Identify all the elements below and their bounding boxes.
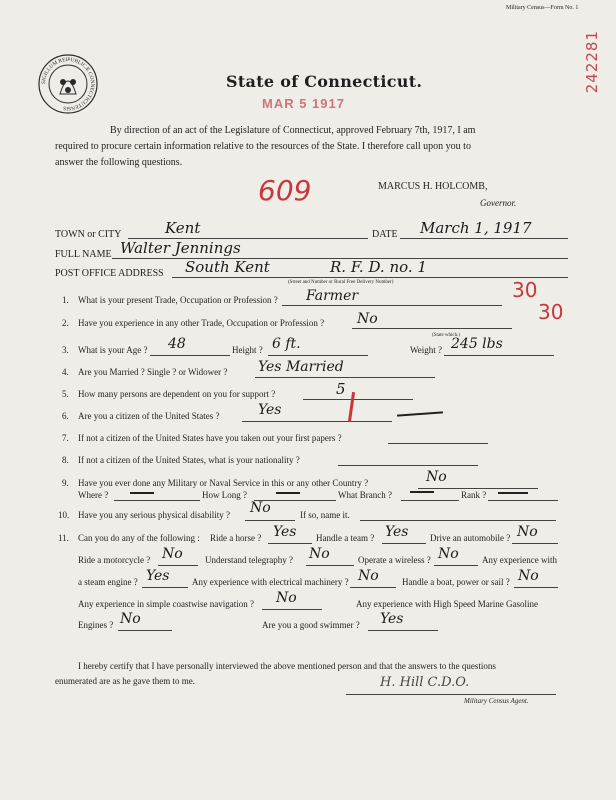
q2-number: 2. — [62, 318, 69, 328]
seal-text: SIGILLUM REIPUBLICÆ CONNECTICUTENSIS — [40, 56, 96, 112]
intro-line-2: required to procure certain information relative to the resources of the State. I therefore call upon you to — [55, 141, 471, 152]
q4-question: Are you Married ? Single ? or Widower ? — [78, 367, 228, 377]
q11-swimmer: Yes — [380, 611, 404, 627]
q10-question: Have you any serious physical disability ? — [78, 510, 230, 520]
q2-answer: No — [357, 311, 378, 327]
name-label: FULL NAME — [55, 249, 112, 260]
date-stamp: MAR 5 1917 — [262, 96, 345, 111]
certification-line-1: I hereby certify that I have personally interviewed the above mentioned person and that the answers to the questions — [78, 661, 496, 671]
q1-question: What is your present Trade, Occupation or Profession ? — [78, 295, 278, 305]
q11-motorcycle-label: Ride a motorcycle ? — [78, 555, 151, 565]
q3-number: 3. — [62, 345, 69, 355]
q11-handle-team: Yes — [385, 524, 409, 540]
q11-motorcycle: No — [162, 546, 183, 562]
record-number: 609 — [258, 174, 312, 207]
page-title: State of Connecticut. — [226, 72, 423, 91]
q11-coastwise-label: Any experience in simple coastwise navigation ? — [78, 599, 254, 609]
q11-electrical-label: Any experience with electrical machinery ? — [192, 577, 349, 587]
q8-number: 8. — [62, 455, 69, 465]
q9-question: Have you ever done any Military or Naval Service in this or any other Country ? — [78, 478, 369, 488]
town-value: Kent — [165, 219, 201, 237]
q11-drive-auto: No — [517, 524, 538, 540]
q8-question: If not a citizen of the United States, what is your nationality ? — [78, 455, 300, 465]
q10-number: 10. — [58, 510, 70, 520]
q9-branch-label: What Branch ? — [338, 490, 392, 500]
q5-answer: 5 — [336, 380, 346, 398]
q5-question: How many persons are dependent on you for support ? — [78, 389, 276, 399]
q5-number: 5. — [62, 389, 69, 399]
q10-if-so-label: If so, name it. — [300, 510, 350, 520]
q3-height: 6 ft. — [272, 336, 301, 352]
q4-answer: Yes Married — [258, 359, 344, 375]
rfd-value: R. F. D. no. 1 — [330, 258, 427, 276]
certification-line-2: enumerated are as he gave them to me. — [55, 676, 195, 686]
q6-question: Are you a citizen of the United States ? — [78, 411, 220, 421]
q11-boat-label: Handle a boat, power or sail ? — [402, 577, 510, 587]
q11-wireless-label: Operate a wireless ? — [358, 555, 431, 565]
q11-boat: No — [518, 568, 539, 584]
q11-ride-horse: Yes — [273, 524, 297, 540]
q11-wireless: No — [438, 546, 459, 562]
q11-steam-label: a steam engine ? — [78, 577, 138, 587]
address-value: South Kent — [185, 258, 270, 276]
intro-line-3: answer the following questions. — [55, 157, 183, 168]
q3-height-label: Height ? — [232, 345, 263, 355]
q11-ride-horse-label: Ride a horse ? — [210, 533, 262, 543]
address-label: POST OFFICE ADDRESS — [55, 268, 164, 279]
q9-where-label: Where ? — [78, 490, 109, 500]
q7-number: 7. — [62, 433, 69, 443]
town-label: TOWN or CITY — [55, 229, 122, 240]
q3-weight-label: Weight ? — [410, 345, 443, 355]
intro-line-1: By direction of an act of the Legislature of Connecticut, approved February 7th, 1917, I am — [110, 125, 476, 136]
q11-electrical: No — [358, 568, 379, 584]
serial-number: 242281 — [583, 30, 601, 94]
q9-how-long-label: How Long ? — [202, 490, 247, 500]
q11-telegraphy: No — [309, 546, 330, 562]
agent-signature: H. Hill C.D.O. — [380, 675, 470, 690]
q2-question: Have you experience in any other Trade, Occupation or Profession ? — [78, 318, 325, 328]
agent-title: Military Census Agent. — [464, 697, 529, 705]
date-value: March 1, 1917 — [420, 219, 532, 237]
q11-engines: No — [120, 611, 141, 627]
governor-name: MARCUS H. HOLCOMB, — [378, 181, 488, 192]
q6-answer: Yes — [258, 402, 282, 418]
q3-weight: 245 lbs — [451, 336, 503, 352]
q11-intro: Can you do any of the following : — [78, 533, 200, 543]
q9-answer: No — [426, 469, 447, 485]
q9-rank-label: Rank ? — [461, 490, 487, 500]
q10-answer: No — [250, 500, 271, 516]
q11-drive-auto-label: Drive an automobile ? — [430, 533, 511, 543]
q7-question: If not a citizen of the United States have you taken out your first papers ? — [78, 433, 342, 443]
q6-number: 6. — [62, 411, 69, 421]
governor-title: Governor. — [480, 198, 517, 208]
q11-handle-team-label: Handle a team ? — [316, 533, 375, 543]
q11-swimmer-label: Are you a good swimmer ? — [262, 620, 360, 630]
q3-state-note: (State which.) — [432, 333, 461, 338]
q11-hs-marine-label: Any experience with High Speed Marine Gasoline — [356, 599, 538, 609]
q9-number: 9. — [62, 478, 69, 488]
q1-number: 1. — [62, 295, 69, 305]
q3-age: 48 — [168, 336, 186, 352]
q11-steam: Yes — [146, 568, 170, 584]
state-seal-icon — [38, 54, 98, 114]
name-value: Walter Jennings — [120, 239, 241, 257]
q11-telegraphy-label: Understand telegraphy ? — [205, 555, 293, 565]
q4-number: 4. — [62, 367, 69, 377]
red-check-mark — [348, 392, 355, 422]
margin-mark-2: 30 — [538, 300, 564, 324]
q11-any-exp-with: Any experience with — [482, 555, 557, 565]
form-label: Military Census—Form No. 1 — [506, 5, 579, 11]
address-note: (Street and Number or Rural Free Delivery Number) — [288, 280, 394, 285]
q11-engines-label: Engines ? — [78, 620, 114, 630]
q11-number: 11. — [58, 533, 69, 543]
margin-mark-1: 30 — [512, 278, 538, 302]
q3-question: What is your Age ? — [78, 345, 148, 355]
date-label: DATE — [372, 229, 398, 240]
q1-answer: Farmer — [306, 288, 359, 304]
q11-coastwise: No — [276, 590, 297, 606]
